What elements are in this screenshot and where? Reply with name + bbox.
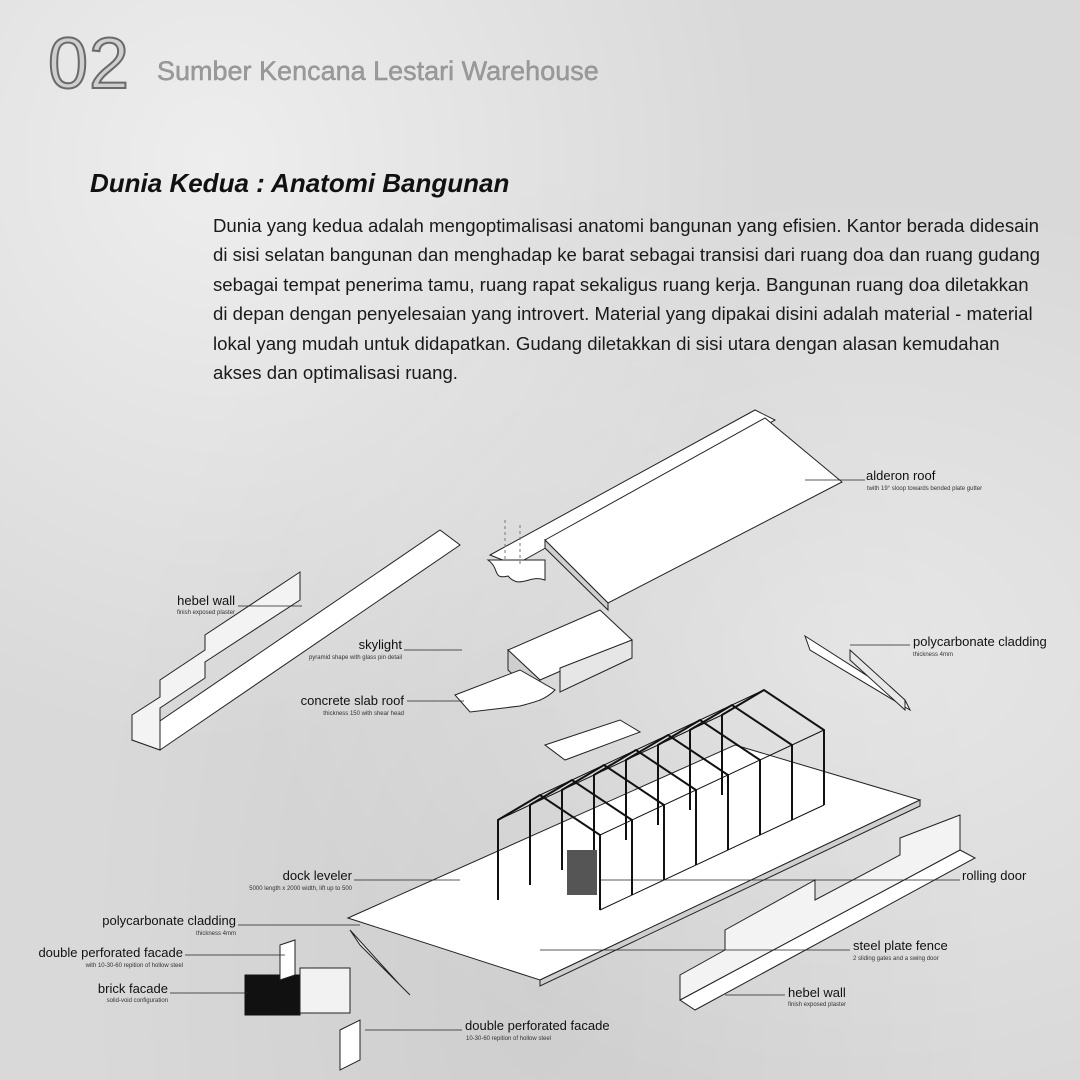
svg-text:dock leveler: dock leveler <box>282 868 352 883</box>
svg-text:double perforated facade: double perforated facade <box>38 945 183 960</box>
svg-text:hebel wall: hebel wall <box>788 985 846 1000</box>
facade-pieces-drawing <box>245 930 410 1070</box>
alderon-roof-drawing <box>488 410 842 610</box>
svg-text:10-30-60 repition of hollow st: 10-30-60 repition of hollow steel <box>466 1036 552 1042</box>
label-alderon-roof <box>866 468 982 492</box>
svg-text:with 10-30-60 repition of holl: with 10-30-60 repition of hollow steel <box>85 963 183 969</box>
label-double-perforated-left <box>38 945 183 969</box>
label-polycarbonate-left <box>102 913 236 937</box>
svg-text:2 sliding gates and a swing do: 2 sliding gates and a swing door <box>853 956 939 962</box>
label-hebel-wall-top <box>177 593 235 616</box>
label-steel-plate-fence <box>853 938 948 962</box>
svg-text:solid-void configuration: solid-void configuration <box>106 998 168 1004</box>
label-dock-leveler <box>249 868 352 892</box>
svg-text:brick facade: brick facade <box>97 981 168 996</box>
svg-text:steel plate fence: steel plate fence <box>853 938 948 953</box>
svg-text:finish exposed plaster: finish exposed plaster <box>176 610 235 616</box>
label-skylight <box>309 637 402 661</box>
svg-text:thickness 4mm: thickness 4mm <box>913 652 954 658</box>
label-brick-facade <box>98 981 168 1004</box>
page-number: 02 <box>48 24 131 104</box>
rolling-door-drawing <box>567 850 597 895</box>
svg-text:polycarbonate cladding: polycarbonate cladding <box>913 634 1047 649</box>
hebel-wall-top-drawing <box>132 530 460 750</box>
svg-text:rolling door: rolling door <box>962 868 1027 883</box>
label-double-perforated-bottom <box>465 1018 610 1042</box>
svg-text:twith 19° sloop towards bended: twith 19° sloop towards bended plate gutter <box>867 486 983 492</box>
section-title: Dunia Kedua : Anatomi Bangunan <box>90 168 510 198</box>
polycarbonate-right-drawing <box>805 636 910 710</box>
svg-text:polycarbonate cladding: polycarbonate cladding <box>102 913 236 928</box>
svg-text:thickness 150 with shear head: thickness 150 with shear head <box>323 711 404 717</box>
svg-text:alderon roof: alderon roof <box>866 468 936 483</box>
svg-text:concrete slab roof: concrete slab roof <box>300 693 404 708</box>
svg-text:finish exposed plaster: finish exposed plaster <box>788 1002 847 1008</box>
label-polycarbonate-right <box>913 634 1047 658</box>
label-hebel-wall-bottom <box>788 985 846 1008</box>
svg-text:skylight: skylight <box>358 637 402 652</box>
svg-text:pyramid shape with glass pin d: pyramid shape with glass pin detail <box>308 655 402 661</box>
svg-text:5000 length x 2000 width, lift: 5000 length x 2000 width, lift up to 500 <box>249 886 352 892</box>
svg-text:hebel wall: hebel wall <box>177 593 235 608</box>
svg-text:double perforated facade: double perforated facade <box>465 1018 610 1033</box>
label-concrete-slab-roof <box>301 693 405 717</box>
office-block-drawing <box>455 610 640 760</box>
section-body: Dunia yang kedua adalah mengoptimalisasi anatomi bangunan yang efisien. Kantor berada didesain di sisi selatan bangunan dan menghadap ke barat sebagai transisi dari ruang doa dan ruang gudang sebagai tempat penerima tamu, ruang rapat sekaligus ruang kerja. Bangunan ruang doa diletakkan di depan dengan penyelesaian yang introvert. Material yang dipakai disini adalah material - material lokal yang mudah untuk didapatkan. Gudang diletakkan di sisi utara dengan alasan kemudahan akses dan optimalisasi ruang. <box>213 215 1040 384</box>
svg-text:thickness 4mm: thickness 4mm <box>195 931 236 937</box>
label-rolling-door <box>962 868 1027 883</box>
page-subtitle: Sumber Kencana Lestari Warehouse <box>157 56 599 86</box>
